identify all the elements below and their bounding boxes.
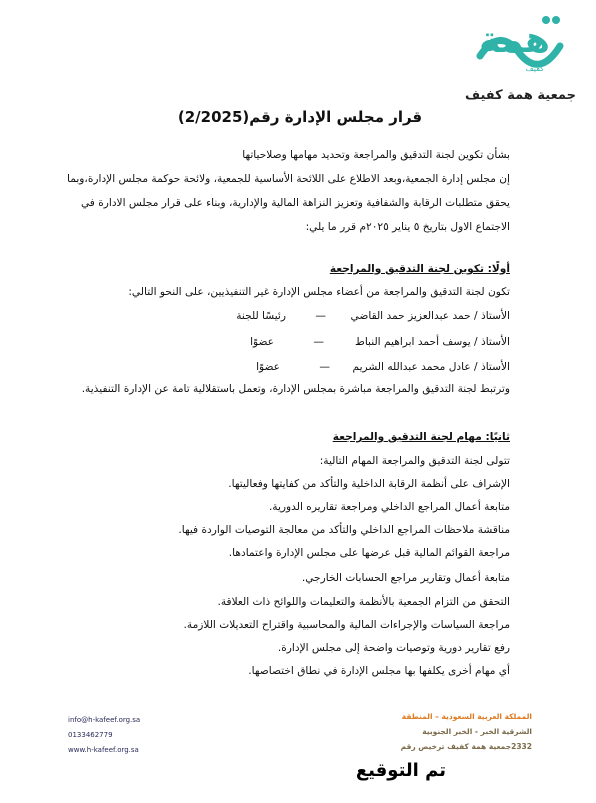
task-item: التحقق من التزام الجمعية بالأنظمة والتعليمات واللوائح ذات العلاقة.: [217, 596, 510, 608]
task-item: أي مهام أخرى يكلفها بها مجلس الإدارة في نطاق اختصاصها.: [248, 665, 510, 677]
intro-line-3: يحقق متطلبات الرقابة والشفافية وتعزيز النزاهة المالية والإدارية، وبناء على قرار مجلس الادارة في: [80, 197, 510, 209]
intro-line-2: إن مجلس إدارة الجمعية،وبعد الاطلاع على اللائحة الأساسية للجمعية، ولائحة حوكمة مجلس الإدارة،وبما: [67, 173, 510, 185]
intro-line-1: بشأن تكوين لجنة التدقيق والمراجعة وتحديد مهامها وصلاحياتها: [242, 149, 510, 161]
task-item: الإشراف على أنظمة الرقابة الداخلية والتأكد من كفايتها وفعاليتها.: [228, 478, 510, 490]
member-name: الأستاذ / حمد عبدالعزيز حمد القاضي: [350, 310, 510, 322]
section1-heading: أولًا: تكوين لجنة التدقيق والمراجعة: [329, 263, 510, 275]
task-item: مراجعة القوائم المالية قبل عرضها على مجلس الإدارة واعتمادها.: [228, 547, 510, 559]
section2-lead: تتولى لجنة التدقيق والمراجعة المهام التالية:: [319, 455, 510, 467]
logo-word: همة: [479, 20, 550, 61]
task-item: مراجعة السياسات والإجراءات المالية والمحاسبية واقتراح التعديلات اللازمة.: [183, 619, 510, 631]
footer-email: info@h-kafeef.org.sa: [68, 716, 141, 724]
intro-line-4: الاجتماع الاول بتاريخ ٥ يناير ٢٠٢٥م قرر ما يلي:: [305, 221, 510, 233]
task-item: رفع تقارير دورية وتوصيات واضحة إلى مجلس الإدارة.: [277, 642, 510, 654]
member-dash: —: [319, 361, 330, 373]
member-name: الأستاذ / عادل محمد عبدالله الشريم: [352, 361, 510, 373]
member-dash: —: [313, 336, 324, 348]
member-role: رئيسًا للجنة: [236, 310, 286, 322]
member-dash: —: [315, 310, 326, 322]
task-item: مناقشة ملاحظات المراجع الداخلي والتأكد من معالجة التوصيات الواردة فيها.: [178, 524, 510, 536]
footer-address-line-2: الشرقية الخبر - الخبر الجنوبية: [422, 727, 532, 736]
section1-lead: تكون لجنة التدقيق والمراجعة من أعضاء مجلس الإدارة غير التنفيذيين، على النحو التالي:: [128, 286, 510, 298]
section2-heading: ثانيًا: مهام لجنة التدقيق والمراجعة: [332, 431, 510, 443]
logo: [460, 6, 578, 106]
footer-website: www.h-kafeef.org.sa: [68, 746, 139, 754]
section1-tail: وترتبط لجنة التدقيق والمراجعة مباشرة بمجلس الإدارة، وتعمل باستقلالية تامة عن الإدارة التنفيذية.: [81, 383, 510, 395]
logo-small-text: كفيف: [525, 64, 544, 73]
footer-address-line-1: المملكة العربية السعودية – المنطقة: [401, 712, 532, 721]
task-item: متابعة أعمال وتقارير مراجع الحسابات الخارجي.: [301, 572, 510, 584]
footer-license: 2332جمعية همة كفيف ترخيص رقم: [400, 742, 532, 751]
organization-name: جمعية همة كفيف: [465, 88, 576, 103]
footer-phone: 0133462779: [68, 731, 113, 739]
signature-note: تم التوقيع: [355, 760, 446, 781]
member-role: عضوًا: [250, 336, 274, 348]
member-name: الأستاذ / يوسف أحمد ابراهيم النباط: [355, 336, 510, 348]
member-role: عضوًا: [256, 361, 280, 373]
task-item: متابعة أعمال المراجع الداخلي ومراجعة تقاريره الدورية.: [268, 501, 510, 513]
decision-title: قرار مجلس الإدارة رقم(2/2025): [177, 108, 423, 126]
